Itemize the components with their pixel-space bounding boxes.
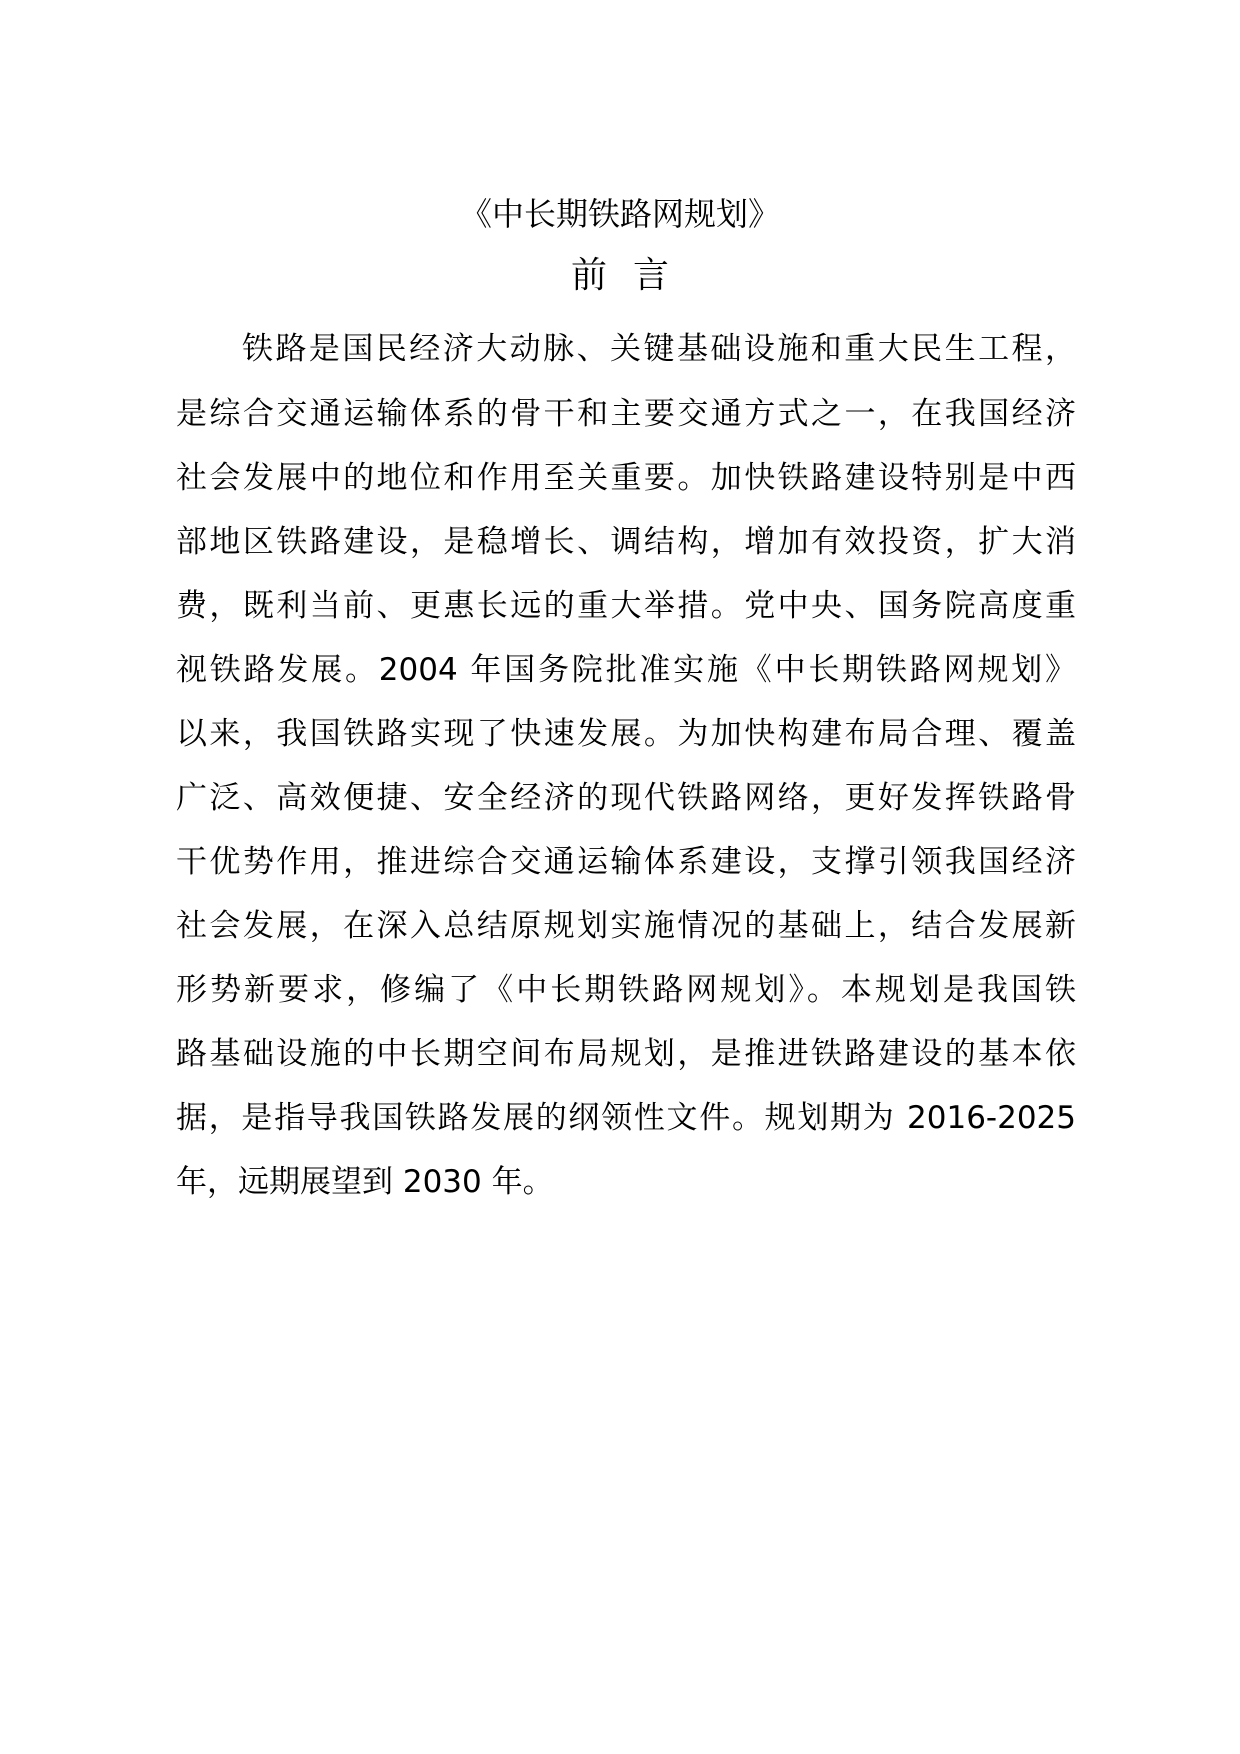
section-heading-preface	[0, 254, 1240, 298]
paragraph-line: 社会发展，在深入总结原规划实施情况的基础上，结合发展新	[176, 908, 1076, 944]
paragraph-line: 是综合交通运输体系的骨干和主要交通方式之一，在我国经济	[176, 396, 1076, 432]
paragraph-line: 部地区铁路建设，是稳增长、调结构，增加有效投资，扩大消	[176, 524, 1076, 560]
paragraph-line: 据，是指导我国铁路发展的纲领性文件。规划期为 2016-2025	[176, 1100, 1076, 1136]
document-title: 《中长期铁路网规划》	[459, 195, 780, 233]
paragraph-line: 费，既利当前、更惠长远的重大举措。党中央、国务院高度重	[176, 588, 1076, 624]
paragraph-line: 年，远期展望到 2030 年。	[176, 1164, 554, 1200]
paragraph-line: 干优势作用，推进综合交通运输体系建设，支撑引领我国经济	[176, 844, 1076, 880]
paragraph-line: 路基础设施的中长期空间布局规划，是推进铁路建设的基本依	[176, 1036, 1076, 1072]
paragraph-line: 形势新要求，修编了《中长期铁路网规划》。本规划是我国铁	[176, 972, 1076, 1008]
paragraph-line: 广泛、高效便捷、安全经济的现代铁路网络，更好发挥铁路骨	[176, 780, 1076, 816]
paragraph-line: 视铁路发展。2004 年国务院批准实施《中长期铁路网规划》	[176, 652, 1076, 688]
paragraph-line: 铁路是国民经济大动脉、关键基础设施和重大民生工程，	[242, 331, 1076, 367]
paragraph-line: 以来，我国铁路实现了快速发展。为加快构建布局合理、覆盖	[176, 716, 1076, 752]
section-heading-char-1: 前	[570, 255, 607, 296]
section-heading-char-2: 言	[633, 255, 670, 296]
paragraph-line: 社会发展中的地位和作用至关重要。加快铁路建设特别是中西	[176, 460, 1076, 496]
